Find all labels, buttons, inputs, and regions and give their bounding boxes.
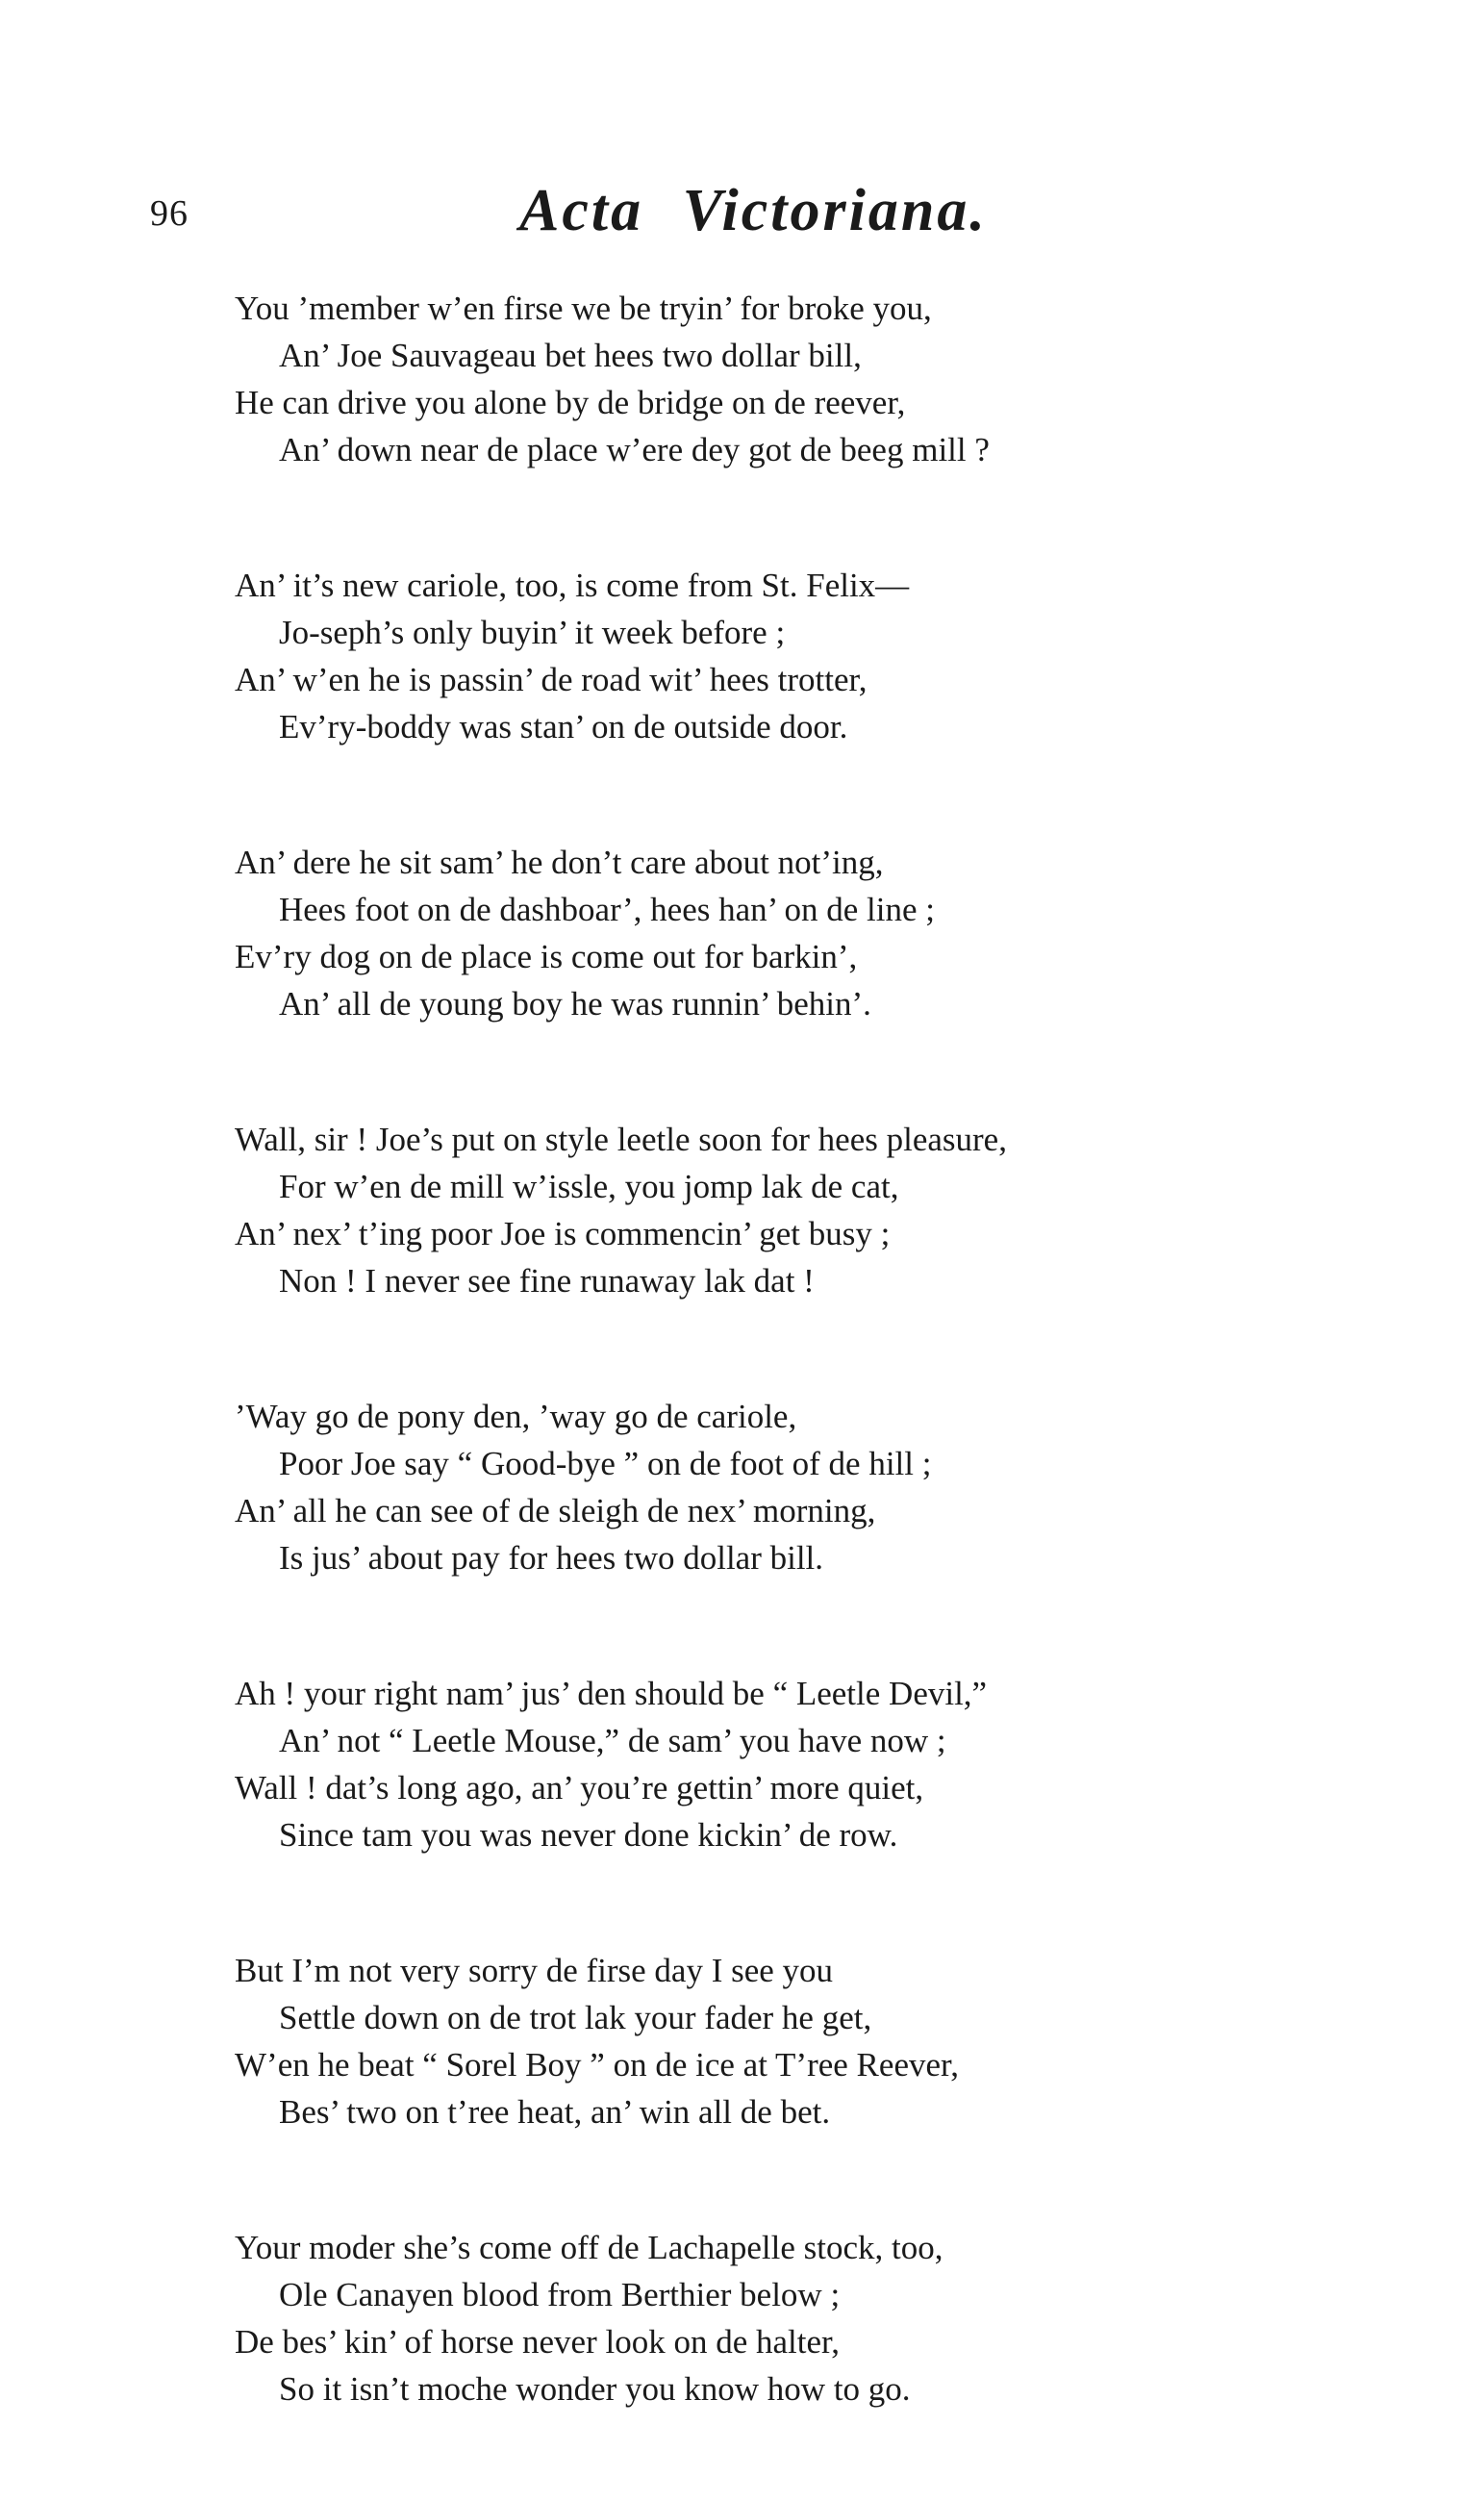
poem-line: He can drive you alone by de bridge on de reever,: [235, 384, 906, 421]
poem-line: Ah ! your right nam’ jus’ den should be “ Leetle Devil,”: [235, 1675, 988, 1712]
poem-line: Ev’ry dog on de place is come out for barkin’,: [235, 938, 858, 975]
poem-line: Poor Joe say “ Good-bye ” on de foot of de hill ;: [279, 1445, 932, 1482]
stanza: [235, 1116, 1273, 1304]
stanza: [235, 562, 1273, 750]
poem-line: Wall, sir ! Joe’s put on style leetle soon for hees pleasure,: [235, 1121, 1007, 1158]
poem-line: An’ all he can see of de sleigh de nex’ morning,: [235, 1492, 876, 1529]
poem-line: Jo-seph’s only buyin’ it week before ;: [279, 614, 786, 651]
stanza: [235, 1670, 1273, 1858]
poem-line: An’ down near de place w’ere dey got de beeg mill ?: [279, 431, 990, 468]
poem-line: An’ dere he sit sam’ he don’t care about not’ing,: [235, 844, 884, 881]
poem-line: Is jus’ about pay for hees two dollar bill.: [279, 1539, 824, 1577]
poem-line: So it isn’t moche wonder you know how to go.: [279, 2370, 911, 2408]
poem-line: W’en he beat “ Sorel Boy ” on de ice at T’ree Reever,: [235, 2046, 960, 2084]
poem-line: Ole Canayen blood from Berthier below ;: [279, 2276, 841, 2313]
stanza: [235, 839, 1273, 1027]
poem-line: De bes’ kin’ of horse never look on de halter,: [235, 2323, 841, 2361]
stanza: [235, 1947, 1273, 2135]
poem-line: Ev’ry-boddy was stan’ on de outside door.: [279, 708, 848, 745]
poem-line: Wall ! dat’s long ago, an’ you’re gettin’ more quiet,: [235, 1769, 924, 1806]
poem-line: You ’member w’en firse we be tryin’ for broke you,: [235, 290, 932, 327]
stanza: [235, 2224, 1273, 2413]
poem-line: An’ Joe Sauvageau bet hees two dollar bill,: [279, 337, 862, 374]
poem-line: An’ nex’ t’ing poor Joe is commencin’ get busy ;: [235, 1215, 891, 1252]
stanza: [235, 1393, 1273, 1581]
poem-line: But I’m not very sorry de firse day I see you: [235, 1952, 834, 1989]
poem-line: An’ w’en he is passin’ de road wit’ hees trotter,: [235, 661, 868, 698]
poem-line: Hees foot on de dashboar’, hees han’ on de line ;: [279, 891, 935, 928]
running-head: Acta Victoriana.: [519, 178, 988, 243]
poem-line: An’ all de young boy he was runnin’ behin’.: [279, 985, 871, 1023]
stanza: [235, 285, 1273, 473]
poem-line: Settle down on de trot lak your fader he get,: [279, 1999, 872, 2036]
poem-line: For w’en de mill w’issle, you jomp lak de cat,: [279, 1168, 899, 1205]
poem-line: Bes’ two on t’ree heat, an’ win all de bet.: [279, 2093, 831, 2131]
poem-line: Your moder she’s come off de Lachapelle stock, too,: [235, 2229, 943, 2266]
poem-line: An’ not “ Leetle Mouse,” de sam’ you have now ;: [279, 1722, 946, 1759]
poem-line: ’Way go de pony den, ’way go de cariole,: [235, 1398, 797, 1435]
poem-line: Since tam you was never done kickin’ de row.: [279, 1816, 898, 1854]
page-number: 96: [150, 193, 189, 234]
poem-line: Non ! I never see fine runaway lak dat !: [279, 1262, 815, 1300]
poem-line: An’ it’s new cariole, too, is come from St. Felix—: [235, 567, 910, 604]
poem: [235, 285, 1273, 2501]
